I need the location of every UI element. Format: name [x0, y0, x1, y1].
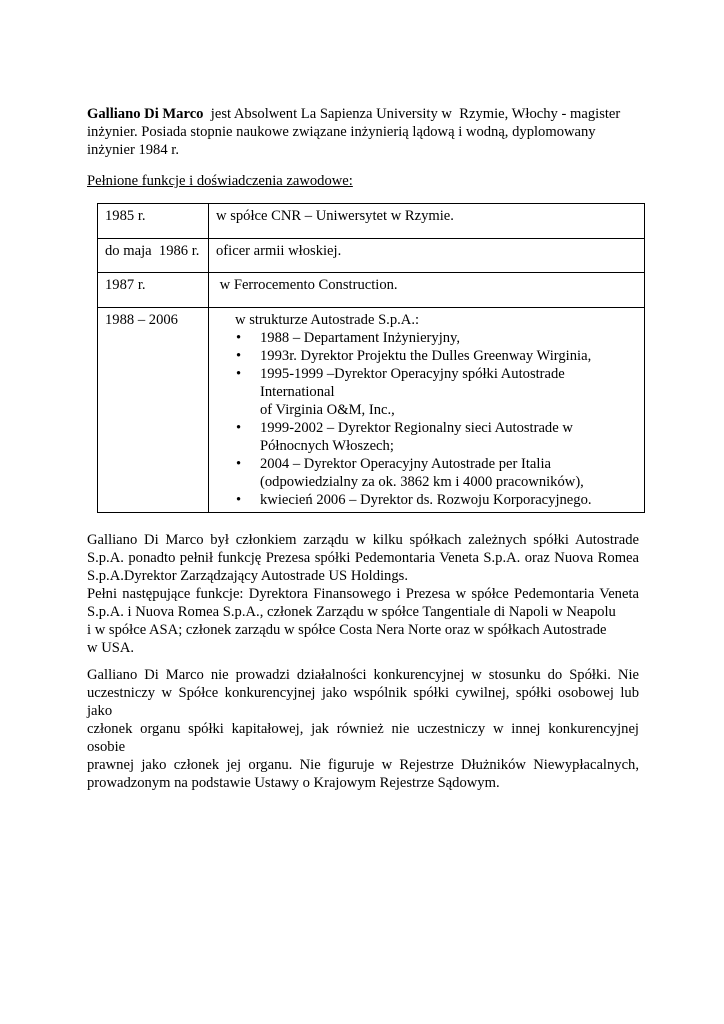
intro-paragraph: [87, 105, 647, 159]
description-cell: [209, 308, 645, 513]
paragraph-line: Galliano Di Marco był członkiem zarządu w kilku spółkach zależnych spółki Autostrade: [87, 532, 639, 548]
paragraph-line: uczestniczy w Spółce konkurencyjnej jako wspólnik spółki cywilnej, spółki osobowej lub jako: [87, 685, 639, 719]
paragraph-line: prowadzonym na podstawie Ustawy o Krajowym Rejestrze Sądowym.: [87, 775, 500, 791]
paragraph-line: członek organu spółki kapitałowej, jak również nie uczestniczy w innej konkurencyjnej osobie: [87, 721, 639, 755]
list-item: • 2004 – Dyrektor Operacyjny Autostrade per Italia (odpowiedzialny za ok. 3862 km i 4000 pracowników),: [260, 455, 641, 491]
period-cell: do maja 1986 r.: [98, 239, 209, 273]
intro-line-2: inżynier. Posiada stopnie naukowe związane inżynierią lądową i wodną, dyplomowany: [87, 124, 596, 140]
table-row: [98, 204, 645, 239]
paragraph-line: Galliano Di Marco nie prowadzi działalności konkurencyjnej w stosunku do Spółki. Nie: [87, 667, 639, 683]
table-row: [98, 273, 645, 308]
intro-line-3: inżynier 1984 r.: [87, 142, 180, 158]
paragraph-line: S.p.A.Dyrektor Zarządzający Autostrade US Holdings.: [87, 568, 408, 584]
paragraph-line: S.p.A. ponadto pełnił funkcję Prezesa spółki Pedemontaria Veneta S.p.A. oraz Nuova Romea: [87, 550, 639, 566]
table-row: [98, 308, 645, 513]
section-heading: Pełnione funkcje i doświadczenia zawodowe:: [87, 173, 353, 189]
description-cell: w spółce CNR – Uniwersytet w Rzymie.: [209, 204, 645, 239]
table-row: [98, 239, 645, 273]
list-item: • kwiecień 2006 – Dyrektor ds. Rozwoju Korporacyjnego.: [260, 491, 641, 509]
list-item: • 1999-2002 – Dyrektor Regionalny sieci Autostrade w Północnych Włoszech;: [260, 419, 641, 455]
period-cell: 1987 r.: [98, 273, 209, 308]
board-memberships-paragraph: [87, 531, 639, 657]
list-item: • 1995-1999 –Dyrektor Operacyjny spółki Autostrade International of Virginia O&M, Inc.,: [260, 365, 641, 419]
paragraph-line: prawnej jako członek jej organu. Nie figuruje w Rejestrze Dłużników Niewypłacalnych,: [87, 757, 639, 773]
intro-line-1: jest Absolwent La Sapienza University w Rzymie, Włochy - magister: [203, 106, 621, 122]
company-structure-label: w strukturze Autostrade S.p.A.:: [235, 312, 420, 328]
non-compete-paragraph: [87, 666, 639, 792]
description-cell: oficer armii włoskiej.: [209, 239, 645, 273]
period-cell: 1985 r.: [98, 204, 209, 239]
list-item: • 1988 – Departament Inżynieryjny,: [260, 329, 641, 347]
roles-list: [212, 329, 641, 509]
description-cell: w Ferrocemento Construction.: [209, 273, 645, 308]
paragraph-line: w USA.: [87, 640, 135, 656]
experience-table: [97, 203, 645, 513]
paragraph-line: S.p.A. i Nuova Romea S.p.A., członek Zarządu w spółce Tangentiale di Napoli w Neapolu: [87, 604, 616, 620]
period-cell: 1988 – 2006: [98, 308, 209, 513]
person-name: Galliano Di Marco: [87, 106, 204, 122]
paragraph-line: Pełni następujące funkcje: Dyrektora Finansowego i Prezesa w spółce Pedemontaria Veneta: [87, 586, 639, 602]
list-item: • 1993r. Dyrektor Projektu the Dulles Greenway Wirginia,: [260, 347, 641, 365]
paragraph-line: i w spółce ASA; członek zarządu w spółce Costa Nera Norte oraz w spółkach Autostrade: [87, 622, 607, 638]
